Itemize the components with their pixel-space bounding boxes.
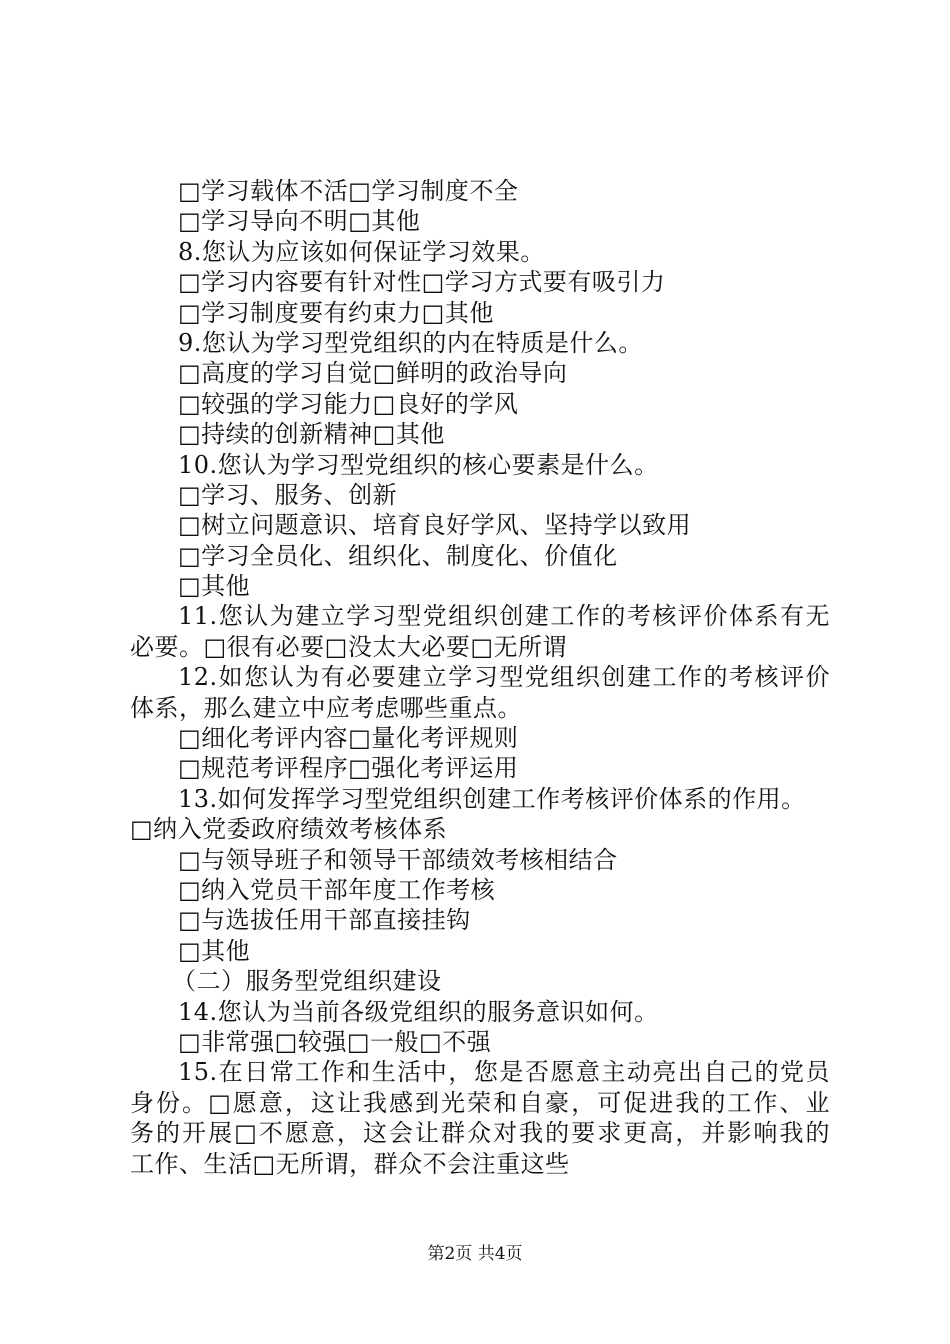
text-line: □非常强□较强□一般□不强 (178, 1027, 492, 1056)
text-line: □树立问题意识、培育良好学风、坚持学以致用 (178, 511, 692, 540)
text-line: □学习、服务、创新 (178, 480, 398, 509)
text-line: 身份。□愿意，这让我感到光荣和自豪，可促进我的工作、业 (130, 1088, 830, 1117)
text-line: □较强的学习能力□良好的学风 (178, 389, 519, 418)
question-line: 15.在日常工作和生活中，您是否愿意主动亮出自己的党员 (178, 1058, 830, 1087)
text-line: □与领导班子和领导干部绩效考核相结合 (178, 845, 618, 874)
question-line: 12.如您认为有必要建立学习型党组织创建工作的考核评价 (178, 663, 830, 692)
text-line: □学习内容要有针对性□学习方式要有吸引力 (178, 268, 666, 297)
text-line: □其他 (178, 936, 251, 965)
text-line: □高度的学习自觉□鲜明的政治导向 (178, 359, 568, 388)
question-line: 11.您认为建立学习型党组织创建工作的考核评价体系有无 (178, 602, 830, 631)
document-body (130, 176, 830, 1179)
text-line: □细化考评内容□量化考评规则 (178, 724, 519, 753)
text-line: 体系，那么建立中应考虑哪些重点。 (130, 693, 522, 722)
question-line: 13.如何发挥学习型党组织创建工作考核评价体系的作用。 (178, 784, 806, 813)
text-line: □纳入党委政府绩效考核体系 (130, 815, 448, 844)
text-line: □学习全员化、组织化、制度化、价值化 (178, 541, 618, 570)
page-footer: 第2页 共4页 (427, 1244, 523, 1264)
text-line: 必要。□很有必要□没太大必要□无所谓 (130, 632, 568, 661)
text-line: □学习制度要有约束力□其他 (178, 298, 494, 327)
question-line: 8.您认为应该如何保证学习效果。 (178, 237, 545, 266)
question-line: 14.您认为当前各级党组织的服务意识如何。 (178, 997, 659, 1026)
text-line: □规范考评程序□强化考评运用 (178, 754, 519, 783)
text-line: □持续的创新精神□其他 (178, 420, 445, 449)
text-line: □纳入党员干部年度工作考核 (178, 875, 496, 904)
question-line: 10.您认为学习型党组织的核心要素是什么。 (178, 450, 659, 479)
text-line: 工作、生活□无所谓，群众不会注重这些 (130, 1149, 570, 1178)
text-line: 务的开展□不愿意，这会让群众对我的要求更高，并影响我的 (130, 1119, 830, 1148)
text-line: □学习载体不活□学习制度不全 (178, 177, 519, 205)
section-heading: （二）服务型党组织建设 (172, 967, 442, 996)
text-line: □与选拔任用干部直接挂钩 (178, 906, 471, 935)
text-line: □其他 (178, 572, 251, 601)
question-line: 9.您认为学习型党组织的内在特质是什么。 (178, 328, 643, 357)
text-line: □学习导向不明□其他 (178, 207, 421, 236)
